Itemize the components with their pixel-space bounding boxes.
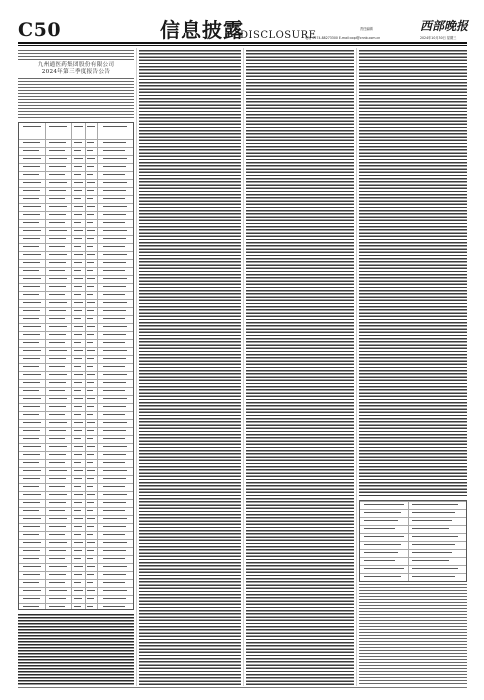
table-row <box>19 483 133 484</box>
section-subtitle: DISCLOSURE <box>240 30 317 41</box>
table-row <box>19 347 133 348</box>
newspaper-masthead: 西部晚报 <box>420 19 469 33</box>
table-row <box>360 533 466 534</box>
table-row <box>360 557 466 558</box>
footer-rule <box>18 687 467 688</box>
column-4-text <box>359 50 467 496</box>
notice-closing-text <box>18 614 134 686</box>
table-row <box>19 563 133 564</box>
company-name: 九州通医药集团股份有限公司 <box>37 62 115 68</box>
column-4 <box>359 48 467 688</box>
header-rule <box>18 42 467 44</box>
table-row <box>19 195 133 196</box>
table-row <box>19 187 133 188</box>
table-row <box>19 539 133 540</box>
table-row <box>19 427 133 428</box>
page-header <box>0 0 484 44</box>
table-row <box>19 515 133 516</box>
notice-table <box>18 122 134 610</box>
table-row <box>19 491 133 492</box>
table-row <box>19 403 133 404</box>
table-row <box>19 371 133 372</box>
column-notice <box>18 48 134 688</box>
table-row <box>360 565 466 566</box>
notice-title: 2024年第三季度报告公告 <box>41 69 111 75</box>
table-row <box>19 531 133 532</box>
table-row <box>19 523 133 524</box>
table-row <box>19 587 133 588</box>
editor-line: 责任编辑 <box>360 27 373 31</box>
table-row <box>360 525 466 526</box>
notice-preamble <box>18 50 134 62</box>
table-row <box>19 387 133 388</box>
table-row <box>19 603 133 604</box>
table-row <box>19 547 133 548</box>
table-row <box>19 211 133 212</box>
table-row <box>19 331 133 332</box>
table-row <box>19 363 133 364</box>
table-row <box>360 541 466 542</box>
table-row <box>19 339 133 340</box>
table-row <box>19 467 133 468</box>
header-rule-thin <box>18 45 467 46</box>
column-4-table <box>359 500 467 582</box>
table-row <box>19 355 133 356</box>
page-number: C50 <box>18 19 62 41</box>
table-row <box>19 275 133 276</box>
table-row <box>19 571 133 572</box>
table-row <box>19 163 133 164</box>
table-row <box>19 291 133 292</box>
table-row <box>360 573 466 574</box>
table-row <box>19 299 133 300</box>
table-row <box>19 379 133 380</box>
table-row <box>19 307 133 308</box>
table-row <box>19 219 133 220</box>
table-row <box>19 179 133 180</box>
table-row <box>19 235 133 236</box>
table-row <box>19 459 133 460</box>
table-row <box>19 155 133 156</box>
column-4-closing-text <box>359 584 467 684</box>
column-2-text <box>139 50 241 686</box>
table-row <box>19 475 133 476</box>
table-row <box>360 517 466 518</box>
table-row <box>19 171 133 172</box>
table-row <box>19 435 133 436</box>
column-2 <box>139 48 241 688</box>
table-row <box>19 411 133 412</box>
table-row <box>19 315 133 316</box>
column-3-text <box>246 50 354 686</box>
table-row <box>19 507 133 508</box>
table-row <box>19 395 133 396</box>
table-row <box>19 443 133 444</box>
table-row <box>19 555 133 556</box>
table-row <box>360 509 466 510</box>
issue-date: 2024年10月30日 星期三 <box>420 36 457 40</box>
table-row <box>360 549 466 550</box>
table-row <box>19 323 133 324</box>
table-row <box>19 419 133 420</box>
notice-intro-text <box>18 78 134 118</box>
table-row <box>19 595 133 596</box>
table-row <box>19 147 133 148</box>
table-row <box>19 451 133 452</box>
column-3 <box>246 48 354 688</box>
table-row <box>19 579 133 580</box>
table-row <box>19 259 133 260</box>
table-row <box>19 203 133 204</box>
contact-line: 电话 0574-88273300 E-mail:xxpl@cnnb.com.cn <box>305 36 381 40</box>
table-row <box>19 267 133 268</box>
table-row <box>19 283 133 284</box>
table-row <box>19 139 133 140</box>
table-row <box>19 499 133 500</box>
table-row <box>19 227 133 228</box>
table-row <box>19 243 133 244</box>
table-row <box>19 251 133 252</box>
section-title: 信息披露 <box>160 18 244 42</box>
table-row <box>360 501 466 502</box>
